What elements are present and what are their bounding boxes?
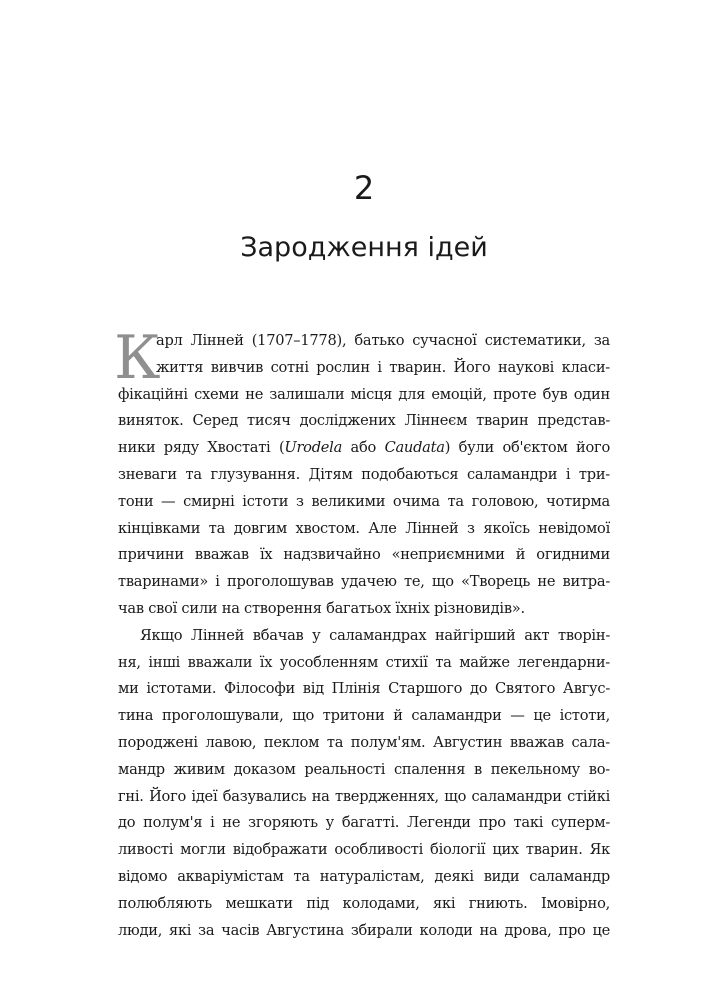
text-line: тони — смирні істоти з великими очима та головою, чотирма xyxy=(118,492,610,510)
text-line: виняток. Серед тисяч досліджених Ліннеєм тварин представ- xyxy=(118,412,610,430)
text-line: мандр живим доказом реальності спалення в пекельному во- xyxy=(118,760,610,778)
text-line: зневаги та глузування. Дітям подобаються саламандри і три- xyxy=(118,465,610,483)
chapter-title: Зародження ідей xyxy=(240,232,488,263)
text-line: гні. Його ідеї базувались на твердженнях, що саламандри стійкі xyxy=(118,787,610,805)
text-line xyxy=(118,435,610,462)
text-line: чав свої сили на створення багатьох їхніх різновидів». xyxy=(118,599,525,617)
text-line: тваринами» і проголошував удачею те, що «Творець не витра- xyxy=(118,573,610,591)
text-fragment: ники ряду Хвостаті ( xyxy=(118,439,285,457)
text-line: арл Лінней (1707–1778), батько сучасної систематики, за xyxy=(156,332,610,349)
text-line: до полум'я і не згоряють у багатті. Легенди про такі суперм- xyxy=(118,814,610,832)
text-line: ми істотами. Філософи від Плінія Старшого до Святого Авгус- xyxy=(118,680,610,698)
drop-cap: К xyxy=(114,323,161,393)
text-line: причини вважав їх надзвичайно «неприємними й огидними xyxy=(118,546,610,564)
text-line: тина проголошували, що тритони й саламандри — це істоти, xyxy=(118,707,610,725)
paragraph-2 xyxy=(118,623,610,945)
paragraph-1 xyxy=(118,328,610,623)
italic-term: Caudata xyxy=(384,439,445,457)
text-line: відомо акваріумістам та натуралістам, деякі види саламандр xyxy=(118,867,610,885)
text-line: полюбляють мешкати під колодами, які гниють. Імовірно, xyxy=(118,894,610,912)
text-line: люди, які за часів Августина збирали колоди на дрова, про це xyxy=(118,921,610,939)
text-line: життя вивчив сотні рослин і тварин. Його наукові класи- xyxy=(156,358,610,376)
text-line: породжені лавою, пеклом та полум'ям. Августин вважав сала- xyxy=(118,733,610,751)
italic-term: Urodela xyxy=(284,439,343,457)
text-line: кінцівками та довгим хвостом. Але Лінней з якоїсь невідомої xyxy=(118,519,610,537)
text-fragment: ) були об'єктом його xyxy=(444,439,610,457)
text-line: ня, інші вважали їх уособленням стихії та майже легендарни- xyxy=(118,653,610,671)
text-line: ливості могли відображати особливості біології цих тварин. Як xyxy=(118,841,610,859)
text-line: фікаційні схеми не залишали місця для емоцій, проте був один xyxy=(118,385,610,403)
text-line: Якщо Лінней вбачав у саламандрах найгірший акт творін- xyxy=(140,626,610,644)
chapter-number: 2 xyxy=(353,169,375,207)
text-fragment: або xyxy=(342,439,385,457)
body-text xyxy=(114,323,610,944)
